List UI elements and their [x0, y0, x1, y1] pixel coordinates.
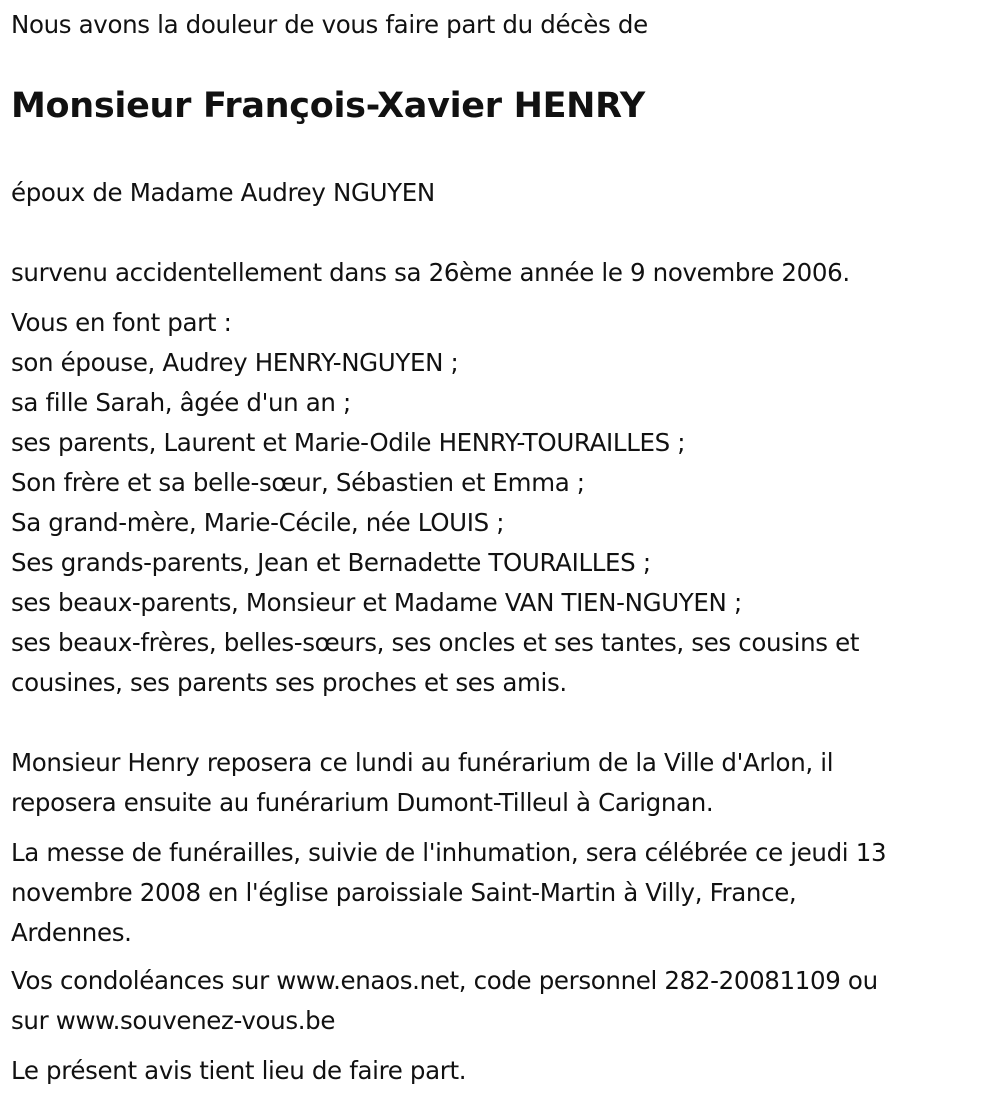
condolences-paragraph: [11, 961, 878, 1041]
mourner-item: ses beaux-parents, Monsieur et Madame VAN TIEN-NGUYEN ;: [11, 588, 742, 617]
mass-line: novembre 2008 en l'église paroissiale Saint-Martin à Villy, France,: [11, 878, 797, 907]
rest-paragraph: [11, 743, 833, 823]
mourner-item: Sa grand-mère, Marie-Cécile, née LOUIS ;: [11, 508, 505, 537]
mourner-item: Ses grands-parents, Jean et Bernadette TOURAILLES ;: [11, 548, 651, 577]
condolences-line: sur www.souvenez-vous.be: [11, 1006, 336, 1035]
closing-text: Le présent avis tient lieu de faire part.: [11, 1056, 467, 1085]
mourner-item: Son frère et sa belle-sœur, Sébastien et Emma ;: [11, 468, 585, 497]
mourner-item: sa fille Sarah, âgée d'un an ;: [11, 388, 351, 417]
closing-paragraph: [11, 1051, 466, 1091]
rest-line: Monsieur Henry reposera ce lundi au funérarium de la Ville d'Arlon, il: [11, 748, 834, 777]
mass-line: Ardennes.: [11, 918, 132, 947]
intro-text: Nous avons la douleur de vous faire part du décès de: [11, 10, 648, 39]
mourner-item: ses parents, Laurent et Marie-Odile HENRY-TOURAILLES ;: [11, 428, 686, 457]
deceased-name: Monsieur François-Xavier HENRY: [11, 86, 645, 126]
rest-line: reposera ensuite au funérarium Dumont-Tilleul à Carignan.: [11, 788, 714, 817]
death-line: survenu accidentellement dans sa 26ème année le 9 novembre 2006.: [11, 258, 850, 287]
mourner-item: cousines, ses parents ses proches et ses amis.: [11, 668, 567, 697]
mourners-heading: Vous en font part :: [11, 308, 232, 337]
mourner-item: son épouse, Audrey HENRY-NGUYEN ;: [11, 348, 459, 377]
mourners-list: [11, 303, 859, 703]
mass-line: La messe de funérailles, suivie de l'inhumation, sera célébrée ce jeudi 13: [11, 838, 887, 867]
condolences-line: Vos condoléances sur www.enaos.net, code personnel 282-20081109 ou: [11, 966, 878, 995]
mourner-item: ses beaux-frères, belles-sœurs, ses oncles et ses tantes, ses cousins et: [11, 628, 860, 657]
mass-paragraph: [11, 833, 886, 953]
spouse-line: époux de Madame Audrey NGUYEN: [11, 178, 435, 207]
